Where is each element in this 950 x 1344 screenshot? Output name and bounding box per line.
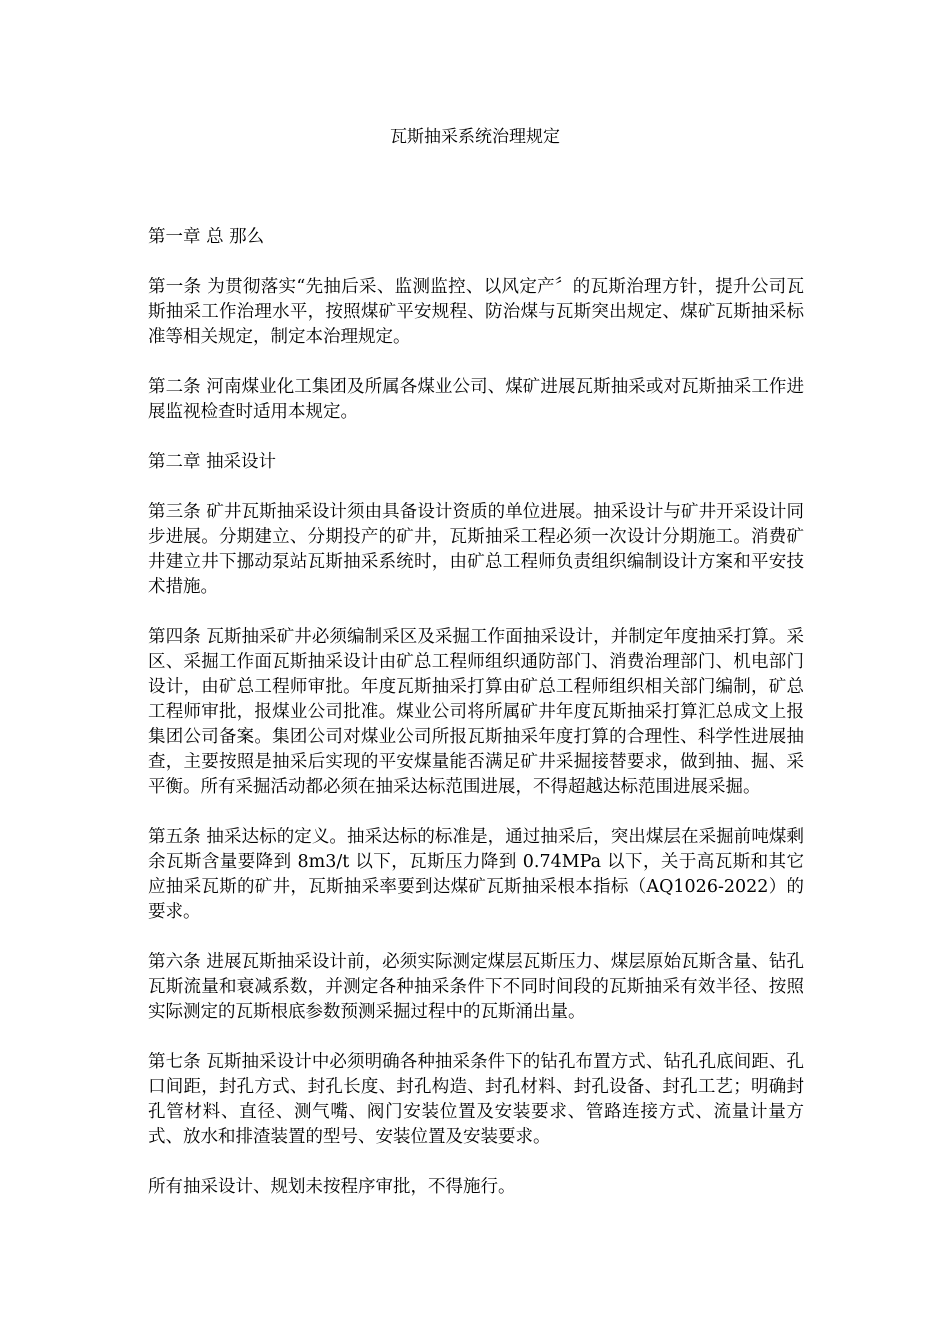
- article-6: 第六条 进展瓦斯抽采设计前，必须实际测定煤层瓦斯压力、煤层原始瓦斯含量、钻孔瓦斯流量和衰减系数，并测定各种抽采条件下不同时间段的瓦斯抽采有效半径、按照实际测定的瓦斯根底参数预测采掘过程中的瓦斯涌出量。: [148, 952, 804, 1022]
- article-5: 第五条 抽采达标的定义。抽采达标的标准是，通过抽采后，突出煤层在采掘前吨煤剩余瓦斯含量要降到 8m3/t 以下，瓦斯压力降到 0.74MPa 以下，关于高瓦斯和其它应抽采瓦斯的矿井，瓦斯抽采率要到达煤矿瓦斯抽采根本指标（AQ1026-2022）的要求。: [148, 827, 804, 922]
- article-3: 第三条 矿井瓦斯抽采设计须由具备设计资质的单位进展。抽采设计与矿井开采设计同步进展。分期建立、分期投产的矿井，瓦斯抽采工程必须一次设计分期施工。消费矿井建立井下挪动泵站瓦斯抽采系统时，由矿总工程师负责组织编制设计方案和平安技术措施。: [148, 502, 804, 597]
- article-7: 第七条 瓦斯抽采设计中必须明确各种抽采条件下的钻孔布置方式、钻孔孔底间距、孔口间距，封孔方式、封孔长度、封孔构造、封孔材料、封孔设备、封孔工艺；明确封孔管材料、直径、测气嘴、阀门安装位置及安装要求、管路连接方式、流量计量方式、放水和排渣装置的型号、安装位置及安装要求。: [148, 1052, 804, 1147]
- document-body: [148, 225, 804, 1225]
- article-2: 第二条 河南煤业化工集团及所属各煤业公司、煤矿进展瓦斯抽采或对瓦斯抽采工作进展监视检查时适用本规定。: [148, 377, 804, 422]
- closing-paragraph: 所有抽采设计、规划未按程序审批，不得施行。: [148, 1177, 516, 1197]
- chapter-1-heading: 第一章 总 那么: [148, 227, 265, 247]
- article-4: 第四条 瓦斯抽采矿井必须编制采区及采掘工作面抽采设计，并制定年度抽采打算。采区、采掘工作面瓦斯抽采设计由矿总工程师组织通防部门、消费治理部门、机电部门设计，由矿总工程师审批。年度瓦斯抽采打算由矿总工程师组织相关部门编制，矿总工程师审批，报煤业公司批准。煤业公司将所属矿井年度瓦斯抽采打算汇总成文上报集团公司备案。集团公司对煤业公司所报瓦斯抽采年度打算的合理性、科学性进展抽查，主要按照是抽采后实现的平安煤量能否满足矿井采掘接替要求，做到抽、掘、采平衡。所有采掘活动都必须在抽采达标范围进展，不得超越达标范围进展采掘。: [148, 627, 804, 797]
- article-1: 第一条 为贯彻落实“先抽后采、监测监控、以风定产〞的瓦斯治理方针，提升公司瓦斯抽采工作治理水平，按照煤矿平安规程、防治煤与瓦斯突出规定、煤矿瓦斯抽采标准等相关规定，制定本治理规定。: [148, 277, 804, 347]
- document-title: 瓦斯抽采系统治理规定: [390, 127, 560, 147]
- chapter-2-heading: 第二章 抽采设计: [148, 452, 277, 472]
